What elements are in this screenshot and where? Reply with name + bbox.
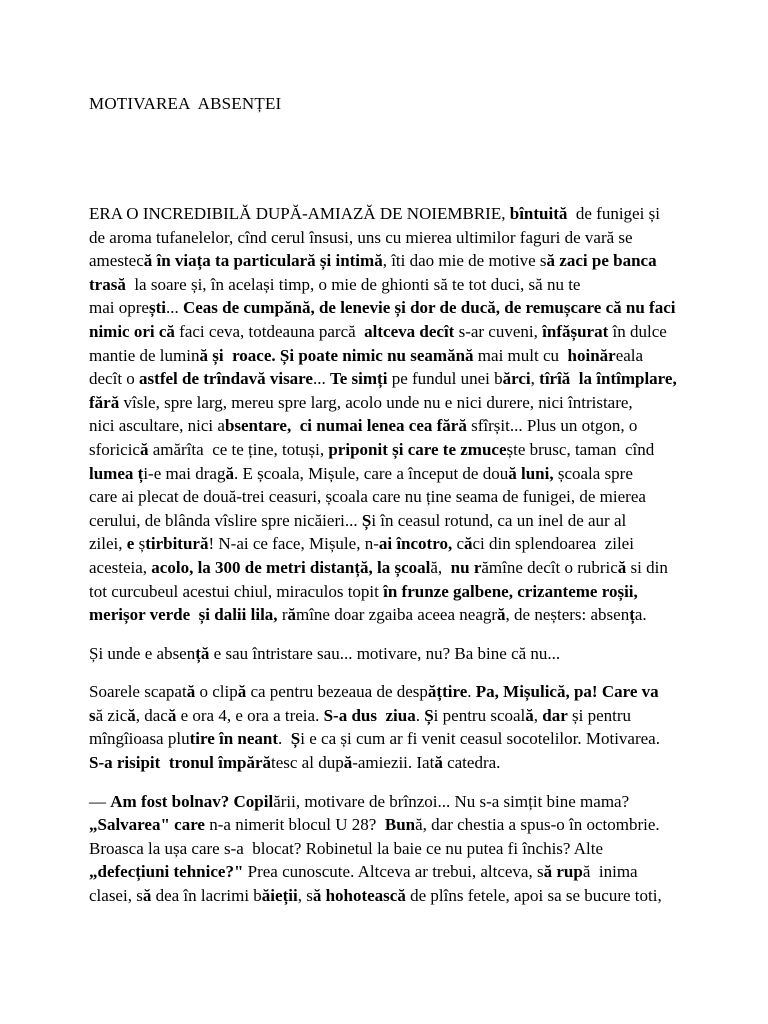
text-line: să zică, dacă e ora 4, e ora a treia. S-a dus ziua. Și pentru scoală, dar și pentru xyxy=(89,705,632,725)
text-line: „Salvarea" care n-a nimerit blocul U 28? Bună, dar chestia a spus-o în octombrie. xyxy=(89,815,660,835)
text-line: nici ascultare, nici absentare, ci numai lenea cea fără sfîrșit... Plus un otgon, o xyxy=(89,416,638,436)
text-line: decît o astfel de trîndavă visare... Te simți pe fundul unei bărci, tîrîă la întîmplare, xyxy=(89,369,677,389)
text-line: S-a risipit tronul împărătesc al după-amiezii. Iată catedra. xyxy=(89,753,501,773)
text-line: zilei, e știrbitură! N-ai ce face, Mișule, n-ai încotro, căci din splendoarea zilei xyxy=(89,534,634,554)
text-line: clasei, să dea în lacrimi băieții, să hohotească de plîns fetele, apoi sa se bucure toti, xyxy=(89,886,662,906)
text-line: mai oprești... Ceas de cumpănă, de lenevie și dor de ducă, de remușcare că nu faci xyxy=(89,298,676,318)
paragraph xyxy=(89,680,709,774)
text-line: nimic ori că faci ceva, totdeauna parcă altceva decît s-ar cuveni, înfășurat în dulce xyxy=(89,321,667,341)
document-title: MOTIVAREA ABSENȚEI xyxy=(89,94,282,113)
text-line: trasă la soare și, în același timp, o mie de ghionti să te tot duci, să nu te xyxy=(89,274,581,294)
text-line: ERA O INCREDIBILĂ DUPĂ-AMIAZĂ DE NOIEMBRIE, bîntuită de funigei și xyxy=(89,204,660,223)
text-line: merișor verde și dalii lila, rămîne doar zgaiba aceea neagră, de neșters: absența. xyxy=(89,605,647,625)
text-line: Și unde e absență e sau întristare sau... motivare, nu? Ba bine că nu... xyxy=(89,643,561,663)
text-line: de aroma tufanelelor, cînd cerul însusi, uns cu mierea ultimilor faguri de vară se xyxy=(89,227,633,247)
document-body xyxy=(89,202,709,923)
text-line: — Am fost bolnav? Copilării, motivare de brînzoi... Nu s-a simțit bine mama? xyxy=(89,791,630,811)
text-line: lumea ți-e mai dragă. E școala, Mișule, care a început de două luni, școala spre xyxy=(89,463,633,483)
paragraph xyxy=(89,642,709,666)
text-line: mantie de lumină și roace. Și poate nimic nu seamănă mai mult cu hoinăreala xyxy=(89,345,644,365)
text-line: Soarele scapată o clipă ca pentru bezeaua de despățtire. Pa, Mișulică, pa! Care va xyxy=(89,682,659,702)
text-line: fără vîsle, spre larg, mereu spre larg, acolo unde nu e nici durere, nici întristare, xyxy=(89,392,633,412)
text-line: sforicică amărîta ce te ține, totuși, priponit și care te zmucește brusc, taman cînd xyxy=(89,439,655,459)
text-line: „defecțiuni tehnice?" Prea cunoscute. Altceva ar trebui, altceva, să rupă inima xyxy=(89,862,638,882)
text-line: care ai plecat de două-trei ceasuri, școala care nu ține seama de funigei, de mierea xyxy=(89,487,646,507)
text-line: Broasca la ușa care s-a blocat? Robinetul la baie ce nu putea fi închis? Alte xyxy=(89,838,604,858)
paragraph xyxy=(89,202,709,627)
text-line: acesteia, acolo, la 300 de metri distanță, la școală, nu rămîne decît o rubrică si din xyxy=(89,557,668,577)
text-line: mîngîioasa plutire în neant. Și e ca și cum ar fi venit ceasul socotelilor. Motivarea. xyxy=(89,729,660,749)
paragraph xyxy=(89,790,709,908)
text-line: cerului, de blânda vîslire spre nicăieri... Și în ceasul rotund, ca un inel de aur al xyxy=(89,510,627,530)
text-line: tot curcubeul acestui chiul, miraculos topit în frunze galbene, crizanteme roșii, xyxy=(89,581,638,601)
text-line: amestecă în viața ta particulară și intimă, îti dao mie de motive să zaci pe banca xyxy=(89,251,657,271)
